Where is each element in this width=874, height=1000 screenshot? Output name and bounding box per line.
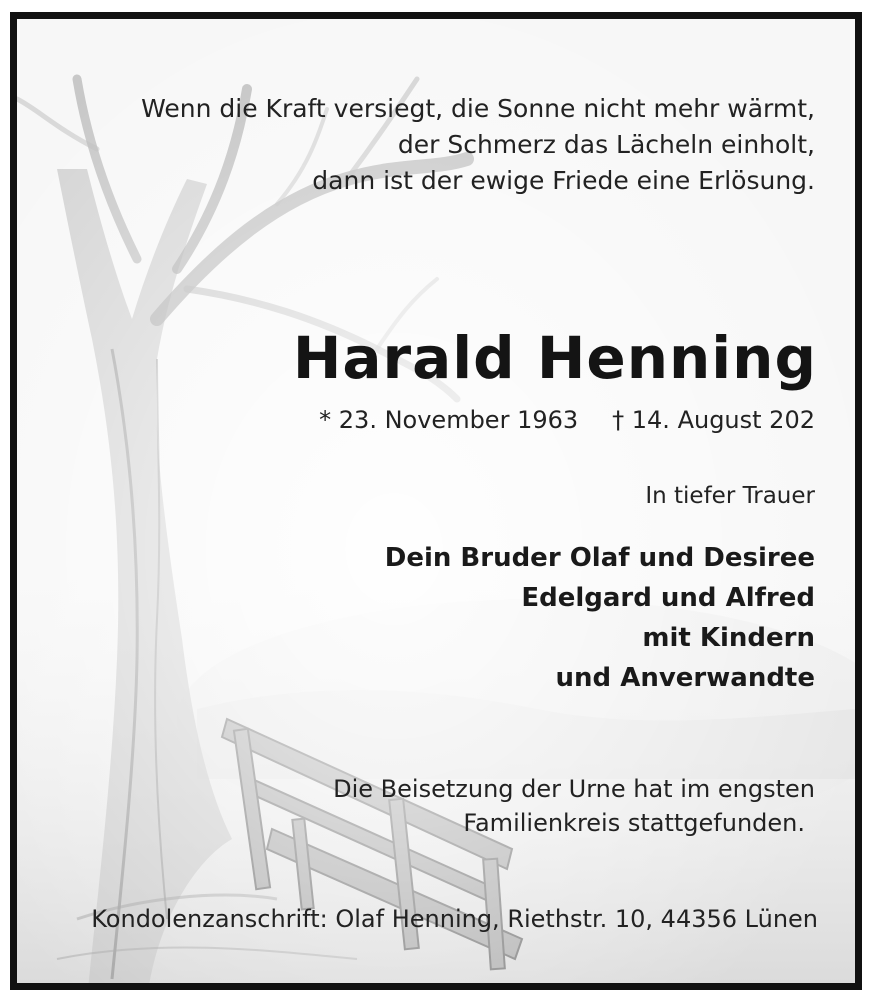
birth-date: * 23. November 1963 (319, 406, 579, 434)
quote-line-3: dann ist der ewige Friede eine Erlösung. (312, 166, 815, 195)
quote-line-1: Wenn die Kraft versiegt, die Sonne nicht mehr wärmt, (141, 94, 815, 123)
quote-line-2: der Schmerz das Lächeln einholt, (397, 130, 815, 159)
burial-line-2: Familienkreis stattgefunden. (463, 809, 805, 837)
death-date: † 14. August 202 (612, 406, 815, 434)
mourners-list (385, 538, 815, 698)
obituary-frame (10, 12, 862, 990)
mourning-phrase: In tiefer Trauer (645, 483, 815, 509)
life-dates (319, 406, 815, 434)
mourner-line-4: und Anverwandte (555, 663, 815, 693)
condolence-address: Kondolenzanschrift: Olaf Henning, Riethstr. 10, 44356 Lünen (91, 905, 818, 933)
mourner-line-1: Dein Bruder Olaf und Desiree (384, 543, 815, 573)
mourner-line-2: Edelgard und Alfred (521, 583, 815, 613)
quote-verse (141, 91, 815, 199)
burial-line-1: Die Beisetzung der Urne hat im engsten (333, 775, 815, 803)
burial-notice (333, 772, 815, 840)
deceased-name: Harald Henning (292, 324, 817, 392)
mourner-line-3: mit Kindern (642, 623, 815, 653)
